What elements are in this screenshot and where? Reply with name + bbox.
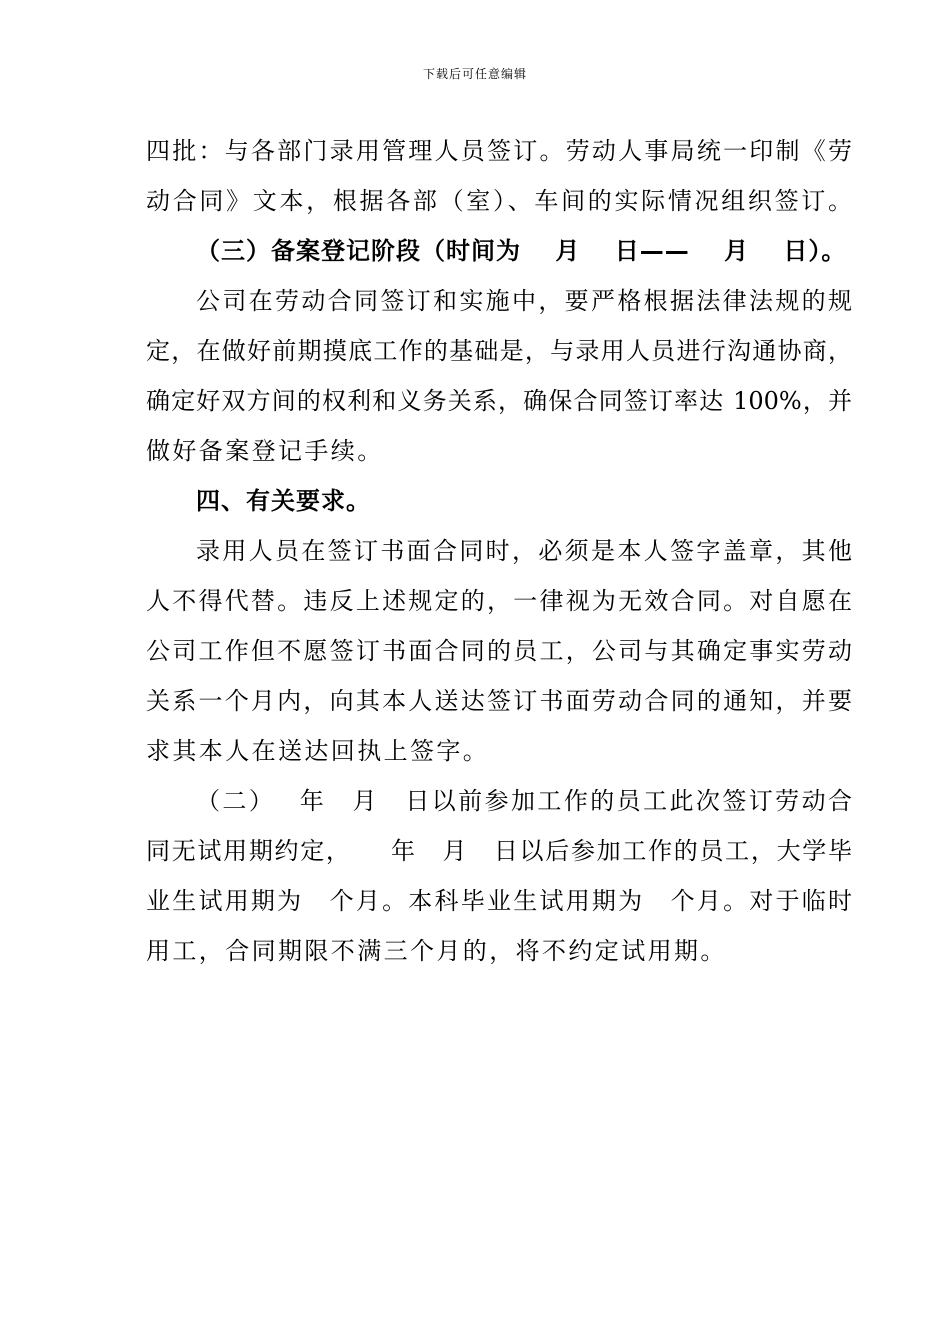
paragraph-line: 公司工作但不愿签订书面合同的员工，公司与其确定事实劳动	[146, 637, 852, 665]
page-header-note: 下载后可任意编辑	[422, 67, 527, 81]
paragraph-line: 人不得代替。违反上述规定的，一律视为无效合同。对自愿在	[146, 587, 852, 615]
paragraph-line: 动合同》文本，根据各部（室）、车间的实际情况组织签订。	[146, 187, 852, 215]
paragraph-line: 确定好双方间的权利和义务关系，确保合同签订率达 100%，并	[146, 387, 852, 415]
section-heading: 四、有关要求。	[196, 487, 371, 515]
paragraph-line: 求其本人在送达回执上签字。	[146, 737, 490, 765]
paragraph-line: 做好备案登记手续。	[146, 437, 384, 465]
paragraph-line: （二） 年 月 日以前参加工作的员工此次签订劳动合	[196, 787, 852, 815]
document-body	[146, 126, 852, 976]
paragraph-line: 业生试用期为 个月。本科毕业生试用期为 个月。对于临时	[146, 887, 852, 915]
paragraph-line: 用工，合同期限不满三个月的，将不约定试用期。	[146, 937, 727, 965]
paragraph-line: 录用人员在签订书面合同时，必须是本人签字盖章，其他	[196, 537, 852, 565]
paragraph-line: 关系一个月内，向其本人送达签订书面劳动合同的通知，并要	[146, 687, 852, 715]
paragraph-line: 定，在做好前期摸底工作的基础是，与录用人员进行沟通协商，	[146, 337, 852, 365]
section-heading: （三）备案登记阶段（时间为 月 日—— 月 日）。	[196, 237, 847, 265]
paragraph-line: 四批：与各部门录用管理人员签订。劳动人事局统一印制《劳	[146, 137, 852, 165]
paragraph-line: 公司在劳动合同签订和实施中，要严格根据法律法规的规	[196, 287, 852, 315]
paragraph-line: 同无试用期约定， 年 月 日以后参加工作的员工，大学毕	[146, 837, 852, 865]
